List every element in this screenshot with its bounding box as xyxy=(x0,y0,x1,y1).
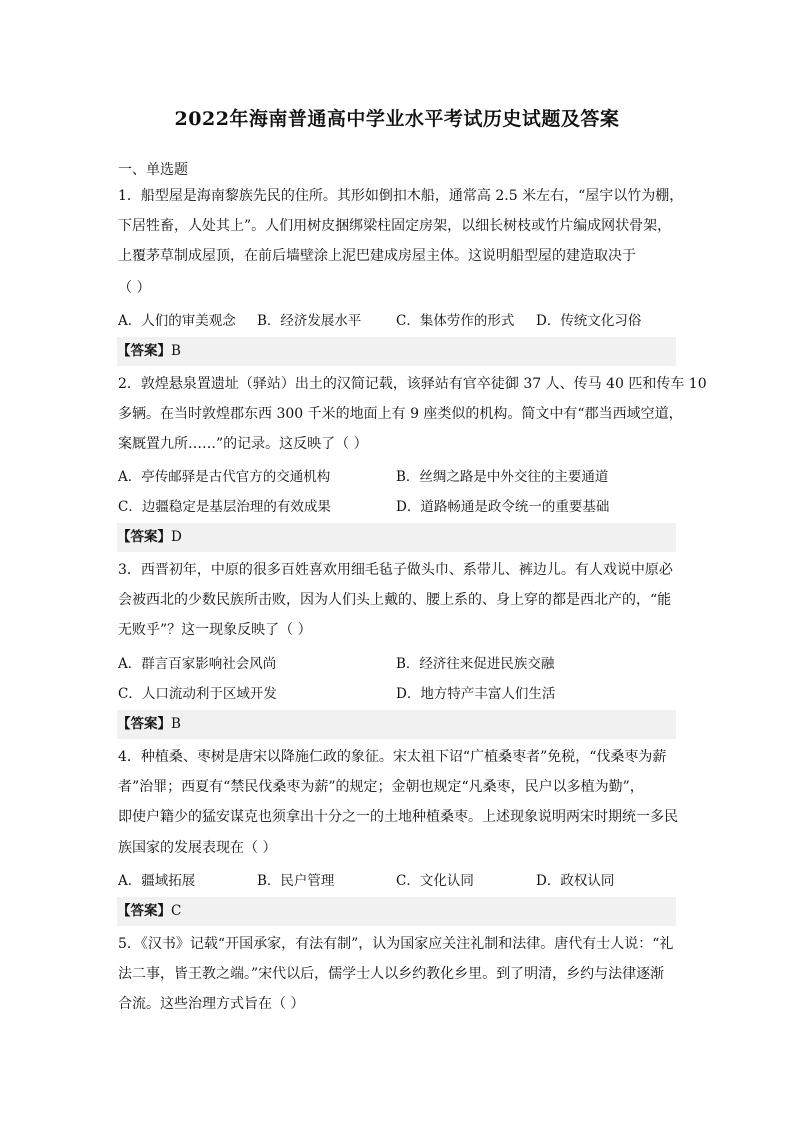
q3-option-d: D．地方特产丰富人们生活 xyxy=(396,686,556,702)
q4-answer-value: C xyxy=(171,903,182,919)
q3-option-c: C．人口流动利于区域开发 xyxy=(118,686,277,702)
q2-line-3: 案厩置九所……”的记录。这反映了（ ） xyxy=(118,436,368,452)
section-heading: 一、单选题 xyxy=(118,162,188,178)
q2-option-d: D．道路畅通是政令统一的重要基础 xyxy=(396,499,610,515)
q1-line-1: 1．船型屋是海南黎族先民的住所。其形如倒扣木船，通常高 2.5 米左右，“屋宇以竹为棚， xyxy=(118,188,684,204)
q1-option-c: C．集体劳作的形式 xyxy=(396,313,515,329)
q1-answer xyxy=(117,337,676,366)
q3-line-1: 3．西晋初年，中原的很多百姓喜欢用细毛毡子做头巾、系带儿、裤边儿。有人戏说中原必 xyxy=(118,562,673,578)
q3-line-3: 无败乎”？这一现象反映了（ ） xyxy=(118,622,312,638)
answer-tag: 【答案】 xyxy=(117,716,171,732)
q4-option-d: D．政权认同 xyxy=(536,873,615,889)
answer-tag: 【答案】 xyxy=(117,343,171,359)
q1-line-3: 上覆茅草制成屋顶，在前后墙壁涂上泥巴建成房屋主体。这说明船型屋的建造取决于 xyxy=(118,248,636,264)
q4-option-a: A．疆域拓展 xyxy=(118,873,196,889)
q4-answer xyxy=(117,897,676,926)
q2-option-a: A．亭传邮驿是古代官方的交通机构 xyxy=(118,469,331,485)
q4-option-c: C．文化认同 xyxy=(396,873,474,889)
q2-option-b: B．丝绸之路是中外交往的主要通道 xyxy=(396,469,609,485)
q1-answer-value: B xyxy=(171,343,181,359)
q3-answer xyxy=(117,710,676,739)
q2-option-c: C．边疆稳定是基层治理的有效成果 xyxy=(118,499,331,515)
q3-option-b: B．经济往来促进民族交融 xyxy=(396,656,555,672)
q4-line-1: 4．种植桑、枣树是唐宋以降施仁政的象征。宋太祖下诏“广植桑枣者”免税，“伐桑枣为薪 xyxy=(118,749,667,765)
q2-answer-value: D xyxy=(171,529,182,545)
q1-option-d: D．传统文化习俗 xyxy=(536,313,642,329)
q2-line-1: 2．敦煌悬泉置遗址（驿站）出土的汉简记载，该驿站有官卒徒御 37 人、传马 40 匹和传车 10 xyxy=(118,376,707,392)
q4-line-3: 即使户籍少的猛安谋克也须拿出十分之一的土地种植桑枣。上述现象说明两宋时期统一多民 xyxy=(118,809,678,825)
q1-line-2: 下居牲畜，人处其上”。人们用树皮捆绑梁柱固定房架，以细长树枝或竹片编成网状骨架， xyxy=(118,218,672,234)
q5-line-3: 合流。这些治理方式旨在（ ） xyxy=(118,996,305,1012)
q1-option-b: B．经济发展水平 xyxy=(257,313,362,329)
q4-option-b: B．民户管理 xyxy=(257,873,335,889)
q4-line-2: 者”治罪；西夏有“禁民伐桑枣为薪”的规定；金朝也规定“凡桑枣，民户以多植为勤”， xyxy=(118,779,644,795)
q2-line-2: 多辆。在当时敦煌郡东西 300 千米的地面上有 9 座类似的机构。简文中有“郡当西域空道， xyxy=(118,406,683,422)
answer-tag: 【答案】 xyxy=(117,529,171,545)
q3-answer-value: B xyxy=(171,716,181,732)
q1-option-a: A．人们的审美观念 xyxy=(118,313,236,329)
q3-line-2: 会被西北的少数民族所击败，因为人们头上戴的、腰上系的、身上穿的都是西北产的，“能 xyxy=(118,592,672,608)
q1-line-4: （ ） xyxy=(118,280,151,296)
q5-line-2: 法二事，皆王教之端。”宋代以后，儒学士人以乡约教化乡里。到了明清，乡约与法律逐渐 xyxy=(118,966,665,982)
document-title: 2022年海南普通高中学业水平考试历史试题及答案 xyxy=(174,108,620,130)
q5-line-1: 5．《汉书》记载“开国承家，有法有制”，认为国家应关注礼制和法律。唐代有士人说：“礼 xyxy=(118,936,674,952)
q2-answer xyxy=(117,523,676,552)
q3-option-a: A．群言百家影响社会风尚 xyxy=(118,656,277,672)
answer-tag: 【答案】 xyxy=(117,903,171,919)
q4-line-4: 族国家的发展表现在（ ） xyxy=(118,840,277,856)
